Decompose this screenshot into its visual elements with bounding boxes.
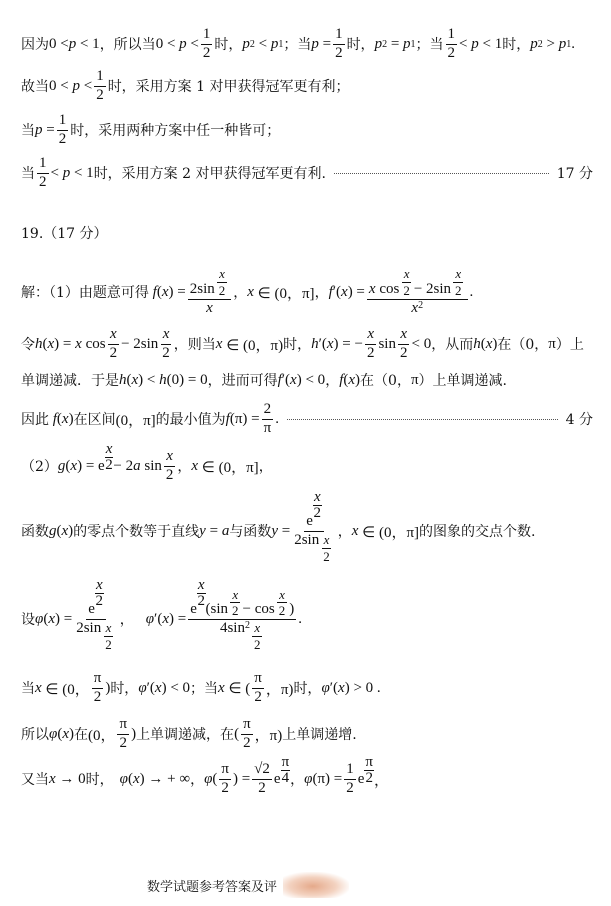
text: ，所以当 (99, 37, 156, 53)
solution-line-10: 又当 x → 0 时， φ ( x ) → + ∞ ， φ ( $\frac{\pi}{2}$ ) = $\frac{√2}{2}$ e $\frac{\pi}{4}$ ， φ (π) = $\frac{1}{2}$ e $\frac{\pi}{2}$ ， (21, 753, 390, 796)
solution-line-3: 单调递减．于是 h ( x ) < h (0) = 0 ，进而可得 f ′( x ) < 0 ， f ( x ) 在（0， π ）上单调递减. (21, 371, 507, 389)
solution-line-2: 令 h ( x ) = x cos $\frac{x}{2}$ − 2sin $\frac{x}{2}$ ，则当 x ∈ (0，π) 时， h ′( x ) = − $\frac{x}{2}$ sin $\frac{x}{2}$ < 0 ，从而 h ( x ) 在（0， π ）上 (21, 325, 584, 361)
score-label: 17 分 (556, 166, 593, 182)
text: 因为 (21, 37, 49, 53)
analysis-line-2: 故当 0 < p < $\frac{1}{2}$ 时，采用方案 1 对甲获得冠军更有利； (21, 67, 350, 103)
solution-line-1: 解：（1）由题意可得 f ( x ) = 2sin $\frac{x}{2}$ x ， x ∈ (0，π] ， f ′( x ) = x cos $\frac{x}{2}$ − 2sin $\frac{x}{2}$ x 2 . (21, 266, 474, 316)
fraction: x cos $\frac{x}{2}$ − 2sin $\frac{x}{2}$ x 2 (367, 267, 468, 316)
dotted-leader (287, 419, 558, 420)
fraction-half: $\frac{1}{2}$ (202, 25, 211, 61)
analysis-line-1: 因为 0 < p < 1 ，所以当 0 < p < $\frac{1}{2}$ 时， p 2 < p 1 ；当 p = $\frac{1}{2}$ 时， p 2 = p 1 ；当 $\frac{1}{2}$ < p < 1 时， p 2 > p 1 . (21, 25, 575, 61)
solution-line-5: （2） g ( x ) = e $\frac{x}{2}$ − 2 a sin $\frac{x}{2}$ ， x ∈ (0，π] ， (21, 440, 273, 483)
math: 0 < (49, 35, 69, 52)
question-19-title: 19.（17 分） (21, 226, 108, 242)
smudge-overlay (283, 872, 349, 898)
score-label: 4 分 (565, 412, 593, 428)
analysis-line-3: 当 p = $\frac{1}{2}$ 时，采用两种方案中任一种皆可； (21, 111, 281, 147)
solution-line-9: 所以 φ ( x ) 在 (0， $\frac{\pi}{2}$ ) 上单调递减，在 ( $\frac{\pi}{2}$ ，π) 上单调递增. (21, 715, 357, 751)
solution-line-6: 函数 g ( x ) 的零点个数等于直线 y = a 与函数 y = e $\frac{x}{2}$ 2sin $\frac{x}{2}$ ， x ∈ (0，π] 的图象的交点个数. (21, 488, 536, 564)
analysis-line-4: 当 $\frac{1}{2}$ < p < 1 时，采用方案 2 对甲获得冠军更有利. 17 分 (21, 154, 593, 190)
dotted-leader (334, 173, 549, 174)
fraction: 2sin $\frac{x}{2}$ x (188, 267, 232, 316)
page-footer: 数学试题参考答案及评 (147, 880, 278, 895)
solution-line-4: 因此 f ( x ) 在区间 (0，π] 的最小值为 f (π) = $\frac{2}{\pi}$ . 4 分 (21, 400, 593, 436)
solution-line-8: 当 x ∈ (0， $\frac{\pi}{2}$ ) 时， φ ′( x ) < 0 ；当 x ∈ ( $\frac{\pi}{2}$ ，π) 时， φ ′( x ) > 0 . (21, 669, 381, 705)
solution-line-7: 设 φ ( x ) = e $\frac{x}{2}$ 2sin $\frac{x}{2}$ ， φ ′( x ) = e $\frac{x}{2}$ (sin $\frac{x}{2}$ − cos $\frac{x}{2}$ ) 4sin 2 $\frac{x}{2}$ . (21, 576, 303, 652)
